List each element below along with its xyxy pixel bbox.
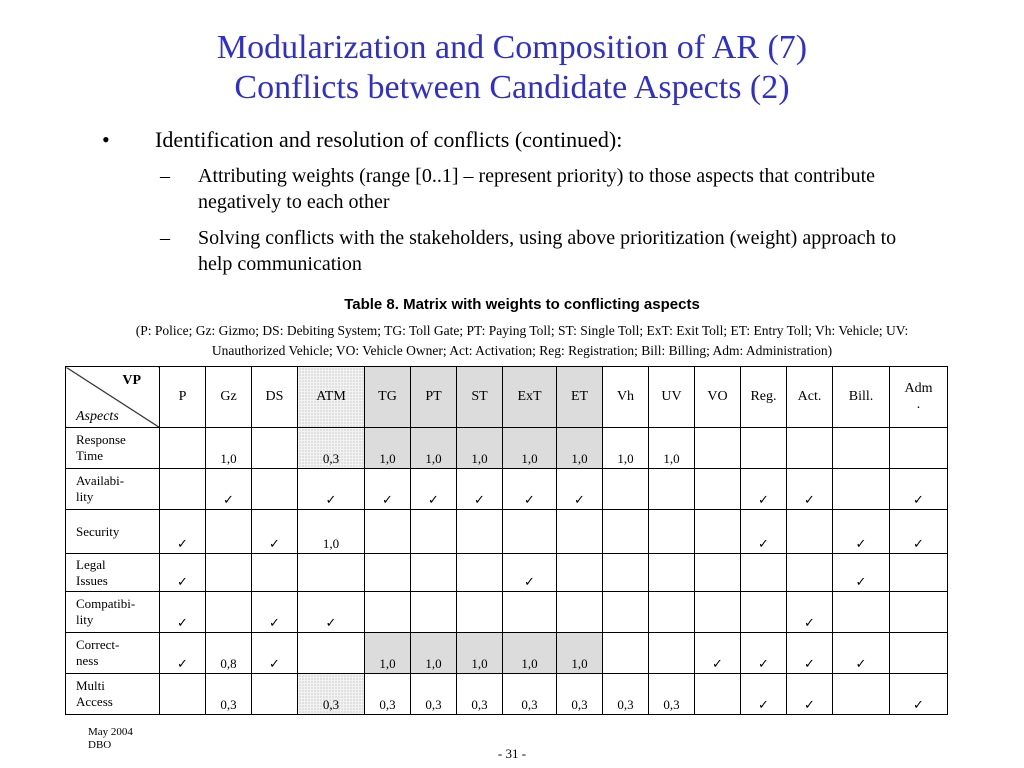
matrix-cell — [298, 554, 365, 592]
row-header-aspect: Security — [66, 510, 160, 554]
table-header-row — [66, 367, 948, 428]
row-header-aspect: Multi Access — [66, 674, 160, 715]
column-header: ET — [557, 367, 603, 428]
column-header: P — [160, 367, 206, 428]
column-header: ExT — [503, 367, 557, 428]
matrix-cell — [603, 554, 649, 592]
matrix-cell — [603, 633, 649, 674]
matrix-cell — [160, 469, 206, 510]
title-line-2: Conflicts between Candidate Aspects (2) — [234, 69, 790, 106]
matrix-cell — [603, 428, 649, 469]
slide-title — [0, 28, 1024, 108]
matrix-cell — [787, 674, 833, 715]
checkmark-icon: ✓ — [325, 615, 337, 630]
matrix-cell — [365, 592, 411, 633]
weight-value — [252, 713, 297, 714]
matrix-cell — [833, 554, 890, 592]
matrix-cell — [457, 633, 503, 674]
matrix-cell — [252, 428, 298, 469]
column-header: Adm . — [890, 367, 948, 428]
matrix-cell — [365, 428, 411, 469]
matrix-cell — [787, 469, 833, 510]
bullet-mark: • — [102, 127, 110, 152]
matrix-cell — [833, 469, 890, 510]
matrix-cell — [833, 510, 890, 554]
weight-value: 0,3 — [571, 697, 588, 712]
matrix-cell — [252, 592, 298, 633]
column-header: Act. — [787, 367, 833, 428]
table-row — [66, 510, 948, 554]
matrix-cell — [649, 674, 695, 715]
matrix-cell — [890, 510, 948, 554]
matrix-cell — [695, 469, 741, 510]
matrix-cell — [503, 554, 557, 592]
matrix-cell — [833, 633, 890, 674]
weight-value: 1,0 — [521, 451, 538, 466]
matrix-cell — [833, 674, 890, 715]
matrix-cell — [252, 674, 298, 715]
matrix-cell — [365, 674, 411, 715]
checkmark-icon: ✓ — [574, 492, 585, 507]
checkmark-icon: ✓ — [177, 656, 188, 671]
matrix-cell — [206, 428, 252, 469]
matrix-cell — [741, 510, 787, 554]
matrix-cell — [411, 469, 457, 510]
matrix-cell — [252, 554, 298, 592]
checkmark-icon: ✓ — [855, 536, 867, 551]
matrix-cell — [411, 592, 457, 633]
matrix-cell — [160, 428, 206, 469]
table-row — [66, 674, 948, 715]
checkmark-icon: ✓ — [758, 697, 769, 712]
matrix-cell — [557, 554, 603, 592]
column-header: Reg. — [741, 367, 787, 428]
column-header: DS — [252, 367, 298, 428]
matrix-cell — [503, 592, 557, 633]
matrix-cell — [833, 428, 890, 469]
matrix-cell — [833, 592, 890, 633]
checkmark-icon: ✓ — [804, 492, 815, 507]
matrix-cell — [741, 592, 787, 633]
matrix-cell — [741, 428, 787, 469]
matrix-cell — [411, 554, 457, 592]
matrix-cell — [787, 510, 833, 554]
table-row — [66, 428, 948, 469]
matrix-cell — [787, 428, 833, 469]
column-header: Gz — [206, 367, 252, 428]
table-row — [66, 469, 948, 510]
sub-bullet-text: Solving conflicts with the stakeholders, using above prioritization (weight) approach to help communication — [198, 227, 897, 275]
matrix-cell — [695, 674, 741, 715]
matrix-cell — [457, 592, 503, 633]
matrix-cell — [206, 554, 252, 592]
checkmark-icon: ✓ — [524, 574, 535, 589]
column-header: PT — [411, 367, 457, 428]
matrix-cell — [160, 674, 206, 715]
column-header: ST — [457, 367, 503, 428]
column-header: VO — [695, 367, 741, 428]
table-row — [66, 633, 948, 674]
matrix-cell — [457, 510, 503, 554]
checkmark-icon: ✓ — [855, 656, 867, 671]
checkmark-icon: ✓ — [758, 656, 769, 671]
checkmark-icon: ✓ — [177, 574, 188, 589]
row-header-aspect: Correct- ness — [66, 633, 160, 674]
matrix-cell — [741, 633, 787, 674]
matrix-cell — [503, 428, 557, 469]
matrix-cell — [411, 428, 457, 469]
matrix-cell — [890, 674, 948, 715]
matrix-cell — [741, 554, 787, 592]
matrix-cell — [252, 510, 298, 554]
matrix-cell — [457, 469, 503, 510]
footer-author: DBO — [88, 739, 112, 751]
matrix-cell — [649, 469, 695, 510]
matrix-cell — [695, 510, 741, 554]
matrix-cell — [457, 674, 503, 715]
matrix-cell — [457, 428, 503, 469]
matrix-cell — [206, 510, 252, 554]
matrix-cell — [557, 510, 603, 554]
weight-value — [833, 713, 889, 714]
checkmark-icon: ✓ — [177, 536, 188, 551]
matrix-cell — [160, 633, 206, 674]
matrix-cell — [890, 469, 948, 510]
checkmark-icon: ✓ — [712, 656, 723, 671]
column-header: TG — [365, 367, 411, 428]
table-corner-cell — [66, 367, 160, 428]
matrix-cell — [787, 592, 833, 633]
checkmark-icon: ✓ — [804, 656, 815, 671]
matrix-cell — [695, 633, 741, 674]
matrix-cell — [298, 428, 365, 469]
checkmark-icon: ✓ — [428, 492, 439, 507]
checkmark-icon: ✓ — [269, 656, 280, 671]
weight-value: 1,0 — [617, 451, 634, 466]
weight-value — [160, 713, 205, 714]
weight-value: 1,0 — [379, 451, 396, 466]
weight-value: 1,0 — [322, 536, 340, 551]
matrix-cell — [365, 554, 411, 592]
weight-value: 1,0 — [571, 656, 588, 671]
matrix-cell — [206, 633, 252, 674]
matrix-cell — [365, 469, 411, 510]
matrix-cell — [411, 510, 457, 554]
matrix-cell — [695, 428, 741, 469]
matrix-cell — [298, 674, 365, 715]
matrix-cell — [252, 469, 298, 510]
matrix-cell — [741, 469, 787, 510]
matrix-cell — [695, 554, 741, 592]
row-header-aspect: Legal Issues — [66, 554, 160, 592]
matrix-cell — [741, 674, 787, 715]
matrix-cell — [503, 510, 557, 554]
weight-value: 1,0 — [425, 451, 442, 466]
matrix-cell — [787, 554, 833, 592]
matrix-cell — [160, 592, 206, 633]
weight-value: 1,0 — [425, 656, 442, 671]
column-header: UV — [649, 367, 695, 428]
matrix-cell — [649, 633, 695, 674]
checkmark-icon: ✓ — [269, 615, 280, 630]
weight-value: 1,0 — [471, 656, 488, 671]
matrix-cell — [557, 469, 603, 510]
matrix-cell — [160, 510, 206, 554]
matrix-cell — [890, 633, 948, 674]
weight-value — [695, 713, 740, 714]
matrix-cell — [890, 554, 948, 592]
table-row — [66, 592, 948, 633]
weight-value: 0,3 — [322, 697, 340, 712]
matrix-cell — [649, 554, 695, 592]
weight-value: 0,8 — [220, 656, 237, 671]
checkmark-icon: ✓ — [855, 574, 867, 589]
matrix-cell — [411, 633, 457, 674]
matrix-cell — [503, 633, 557, 674]
weight-value: 1,0 — [571, 451, 588, 466]
footer-date: May 2004 — [88, 726, 133, 738]
checkmark-icon: ✓ — [223, 492, 234, 507]
matrix-cell — [787, 633, 833, 674]
row-header-aspect: Compatibi- lity — [66, 592, 160, 633]
weight-value: 0,3 — [521, 697, 538, 712]
weight-value: 0,3 — [322, 451, 340, 466]
matrix-cell — [557, 674, 603, 715]
checkmark-icon: ✓ — [474, 492, 485, 507]
column-header: Vh — [603, 367, 649, 428]
checkmark-icon: ✓ — [758, 536, 769, 551]
checkmark-icon: ✓ — [913, 697, 924, 712]
checkmark-icon: ✓ — [325, 492, 337, 507]
matrix-cell — [206, 674, 252, 715]
corner-aspects-label: Aspects — [76, 409, 119, 424]
matrix-cell — [298, 469, 365, 510]
matrix-cell — [206, 469, 252, 510]
matrix-cell — [603, 510, 649, 554]
sub-bullet-dash: – — [160, 227, 170, 249]
weight-value: 1,0 — [521, 656, 538, 671]
weight-value: 0,3 — [379, 697, 396, 712]
sub-bullet-dash: – — [160, 165, 170, 187]
weight-value: 0,3 — [471, 697, 488, 712]
matrix-cell — [365, 510, 411, 554]
weight-value: 0,3 — [617, 697, 634, 712]
checkmark-icon: ✓ — [913, 536, 924, 551]
matrix-cell — [503, 469, 557, 510]
matrix-cell — [457, 554, 503, 592]
weights-matrix-table — [65, 366, 948, 715]
matrix-cell — [557, 633, 603, 674]
checkmark-icon: ✓ — [758, 492, 769, 507]
matrix-cell — [365, 633, 411, 674]
matrix-cell — [206, 592, 252, 633]
checkmark-icon: ✓ — [177, 615, 188, 630]
table-caption: Table 8. Matrix with weights to conflicting aspects — [344, 296, 700, 313]
weight-value: 1,0 — [379, 656, 396, 671]
matrix-cell — [603, 592, 649, 633]
title-line-1: Modularization and Composition of AR (7) — [216, 29, 808, 66]
matrix-cell — [298, 510, 365, 554]
checkmark-icon: ✓ — [804, 615, 815, 630]
row-header-aspect: Availabi- lity — [66, 469, 160, 510]
weight-value: 0,3 — [663, 697, 680, 712]
legend-line-2: Unauthorized Vehicle; VO: Vehicle Owner; Act: Activation; Reg: Registration; Bill: Billing; Adm: Administration) — [211, 343, 833, 358]
matrix-cell — [298, 592, 365, 633]
weight-value: 1,0 — [471, 451, 488, 466]
matrix-cell — [890, 428, 948, 469]
checkmark-icon: ✓ — [382, 492, 393, 507]
column-header: ATM — [298, 367, 365, 428]
page-number: - 31 - — [497, 746, 527, 761]
column-header: Bill. — [833, 367, 890, 428]
row-header-aspect: Response Time — [66, 428, 160, 469]
matrix-cell — [649, 510, 695, 554]
matrix-cell — [252, 633, 298, 674]
weight-value: 1,0 — [663, 451, 680, 466]
matrix-cell — [557, 428, 603, 469]
checkmark-icon: ✓ — [913, 492, 924, 507]
matrix-cell — [557, 592, 603, 633]
matrix-cell — [603, 469, 649, 510]
table-legend — [62, 321, 982, 361]
matrix-cell — [603, 674, 649, 715]
legend-line-1: (P: Police; Gz: Gizmo; DS: Debiting System; TG: Toll Gate; PT: Paying Toll; ST: Single Toll; ExT: Exit Toll; ET: Entry Toll; Vh: Vehicle; UV: — [135, 323, 909, 338]
table-row — [66, 554, 948, 592]
matrix-cell — [649, 428, 695, 469]
matrix-cell — [160, 554, 206, 592]
matrix-cell — [695, 592, 741, 633]
corner-vp-label: VP — [122, 373, 141, 388]
weight-value: 0,3 — [425, 697, 442, 712]
matrix-cell — [298, 633, 365, 674]
matrix-cell — [890, 592, 948, 633]
sub-bullet-text: Attributing weights (range [0..1] – represent priority) to those aspects that contribute negatively to each other — [198, 165, 876, 213]
weight-value: 1,0 — [220, 451, 237, 466]
weight-value: 0,3 — [220, 697, 237, 712]
checkmark-icon: ✓ — [269, 536, 280, 551]
checkmark-icon: ✓ — [804, 697, 815, 712]
matrix-cell — [503, 674, 557, 715]
matrix-cell — [649, 592, 695, 633]
checkmark-icon: ✓ — [524, 492, 535, 507]
bullet-text: Identification and resolution of conflicts (continued): — [155, 127, 623, 152]
matrix-cell — [411, 674, 457, 715]
